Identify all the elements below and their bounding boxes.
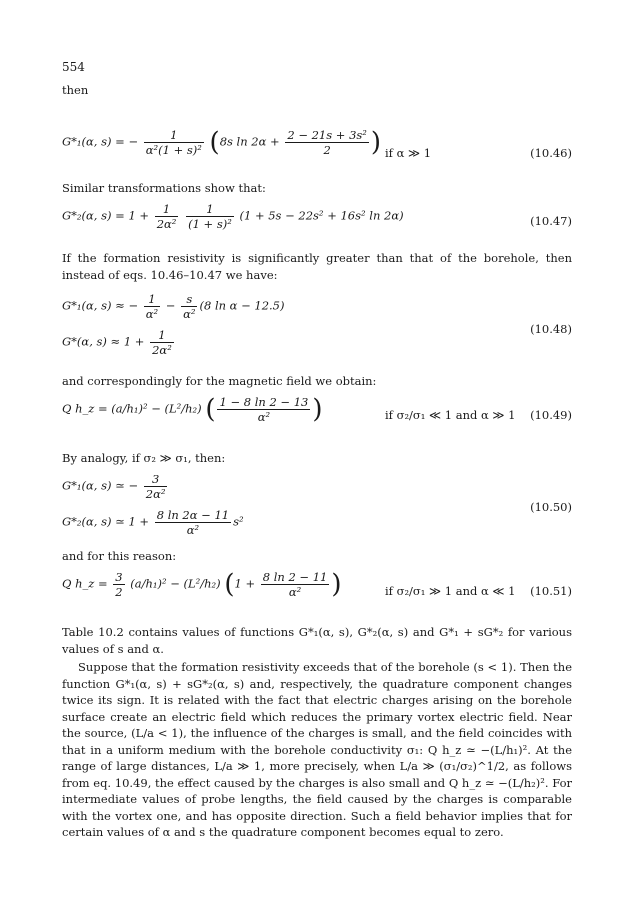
text-and-for-this-reason: and for this reason: [62, 549, 177, 563]
equation-10-48-line1: G*₁(α, s) ≈ − $\frac{1}{\text{α²}}$ − $\frac{s}{\text{α²}}$ (8 ln α − 12.5) [62, 292, 285, 321]
eq1049-number: (10.49) [530, 408, 572, 422]
equation-10-51: Q h_z = $\frac{3}{2}$ (a/h₁)² − (L²/h₂) (1 + $\frac{8 \ln 2 - 11}{\text{α²}}$ ) [62, 569, 342, 600]
page-number: 554 [62, 60, 85, 74]
text-suppose-paragraph: Suppose that the formation resistivity exceeds that of the borehole (s < 1). Then the function G*₁(α, s) + sG*₂(α, s) and, respectively, the quadrature component changes twice its sign. It is related with the fact that electric charges arising on the borehole surface create an electric field which reduces the primary vortex electric field. Near the source, (L/a < 1), the influence of the charges is small, and the field coincides with that in a uniform medium with the borehole conductivity σ₁: Q h_z ≃ −(L/h₁)². At the range of large distances, L/a ≫ 1, more precisely, when L/a ≫ (σ₁/σ₂)^1/2, as follows from eq. 10.49, the effect caused by the charges is also small and Q h_z ≃ −(L/h₂)². For intermediate values of probe lengths, the field caused by the charges is comparable with the vortex one, and has opposite direction. Such a field behavior implies that for certain values of α and s the quadrature component becomes equal to zero. [62, 660, 572, 839]
eq1046-mid: 8s ln 2α + [219, 134, 280, 149]
eq1046-lhs: G*₁(α, s) = − [62, 134, 139, 149]
eq1049-condition: if σ₂/σ₁ ≪ 1 and α ≫ 1 [385, 408, 516, 422]
eq1046-number: (10.46) [530, 146, 572, 160]
equation-10-46: G*₁(α, s) = − $\frac{1}{\text{α²(1 + s)²}}$ (8s ln 2α + $\frac{\text{2 − 21s + 3s²}}{2}$ ) [62, 127, 382, 158]
eq1050-number: (10.50) [530, 500, 572, 514]
eq1046-condition: if α ≫ 1 [385, 146, 432, 160]
eq1046-fraction: $\frac{1}{\text{α²(1 + s)²}}$ [145, 128, 202, 157]
equation-10-50-line2: G*₂(α, s) ≃ 1 + $\frac{8 \ln 2\alpha - 11}{\text{α²}}$ s² [62, 508, 244, 537]
text-similar: Similar transformations show that: [62, 181, 266, 195]
eq1051-condition: if σ₂/σ₁ ≫ 1 and α ≪ 1 [385, 584, 516, 598]
equation-10-47: G*₂(α, s) = 1 + $\frac{1}{\text{2α²}}$ $\frac{1}{\text{(1 + s)²}}$ (1 + 5s − 22s² + 16s² ln 2α) [62, 202, 404, 231]
eq1047-fraction2: $\frac{1}{\text{(1 + s)²}}$ [188, 202, 232, 231]
text-and-correspondingly: and correspondingly for the magnetic field we obtain: [62, 374, 377, 388]
text-then: then [62, 83, 89, 97]
eq1048-number: (10.48) [530, 322, 572, 336]
eq1047-number: (10.47) [530, 214, 572, 228]
text-table-ref: Table 10.2 contains values of functions G*₁(α, s), G*₂(α, s) and G*₁ + sG*₂ for various values of s and α. [62, 625, 572, 656]
equation-10-49: Q h_z = (a/h₁)² − (L²/h₂) ( $\frac{1 - 8 \ln 2 - 13}{\text{α²}}$ ) [62, 394, 323, 425]
text-if-formation: If the formation resistivity is significantly greater than that of the borehole, then instead of eqs. 10.46–10.47 we have: [62, 251, 572, 282]
eq1047-fraction1: $\frac{1}{\text{2α²}}$ [156, 202, 177, 231]
eq1051-number: (10.51) [530, 584, 572, 598]
text-by-analogy: By analogy, if σ₂ ≫ σ₁, then: [62, 451, 226, 465]
equation-10-50-line1: G*₁(α, s) ≃ − $\frac{3}{\text{2α²}}$ [62, 472, 166, 501]
eq1046-fraction2: $\frac{\text{2 − 21s + 3s²}}{2}$ [287, 128, 367, 157]
equation-10-48-line2: G*(α, s) ≈ 1 + $\frac{1}{\text{2α²}}$ [62, 328, 172, 357]
